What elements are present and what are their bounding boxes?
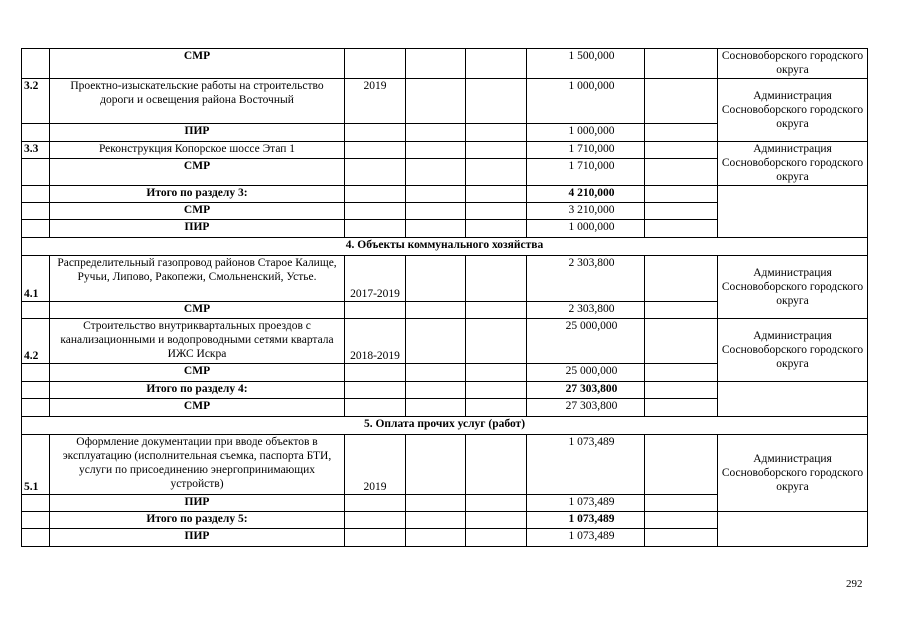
- row-name: Реконструкция Копорское шоссе Этап 1: [50, 142, 345, 159]
- row-amount: 1 073,489: [527, 512, 645, 529]
- row-organization: Администрация Сосновоборского городского округа: [718, 435, 868, 512]
- row-amount: 1 000,000: [527, 79, 645, 124]
- row-organization: Администрация Сосновоборского городского округа: [718, 256, 868, 319]
- table-row: [22, 512, 868, 529]
- row-name: СМР: [50, 203, 345, 220]
- row-name: Итого по разделу 5:: [50, 512, 345, 529]
- row-amount: 2 303,800: [527, 302, 645, 319]
- section-title: 4. Объекты коммунального хозяйства: [22, 238, 868, 256]
- row-organization: Администрация Сосновоборского городского округа: [718, 79, 868, 142]
- row-number: 5.1: [22, 435, 50, 495]
- row-amount: 25 000,000: [527, 319, 645, 364]
- row-number: 3.2: [22, 79, 50, 124]
- row-amount: 2 303,800: [527, 256, 645, 302]
- table-row: [22, 256, 868, 302]
- row-name: Оформление документации при вводе объектов в эксплуатацию (исполнительная съемка, паспорта БТИ, услуги по присоединению энергопринимающих устройств): [50, 435, 345, 495]
- row-organization: Администрация Сосновоборского городского округа: [718, 319, 868, 382]
- page-number: 292: [846, 578, 863, 590]
- budget-table: [21, 48, 868, 547]
- section-header: [22, 417, 868, 435]
- table-row: [22, 49, 868, 79]
- row-name: ПИР: [50, 124, 345, 142]
- table-row: [22, 142, 868, 159]
- row-name: ПИР: [50, 529, 345, 547]
- row-amount: 1 073,489: [527, 435, 645, 495]
- row-number: 4.2: [22, 319, 50, 364]
- row-amount: 1 073,489: [527, 495, 645, 512]
- row-name: СМР: [50, 399, 345, 417]
- row-amount: 4 210,000: [527, 186, 645, 203]
- row-year: 2019: [345, 435, 406, 495]
- table-row: [22, 79, 868, 124]
- row-name: ПИР: [50, 220, 345, 238]
- row-number: 3.3: [22, 142, 50, 159]
- row-amount: 1 500,000: [527, 49, 645, 79]
- row-year: 2019: [345, 79, 406, 124]
- row-name: СМР: [50, 49, 345, 79]
- row-amount: 3 210,000: [527, 203, 645, 220]
- row-name: СМР: [50, 302, 345, 319]
- row-number: 4.1: [22, 256, 50, 302]
- row-amount: 27 303,800: [527, 399, 645, 417]
- row-name: Итого по разделу 4:: [50, 382, 345, 399]
- row-amount: 1 000,000: [527, 220, 645, 238]
- row-name: Итого по разделу 3:: [50, 186, 345, 203]
- row-name: СМР: [50, 159, 345, 186]
- table-row: [22, 382, 868, 399]
- row-organization: Администрация Сосновоборского городского округа: [718, 142, 868, 186]
- section-header: [22, 238, 868, 256]
- table-row: [22, 319, 868, 364]
- row-name: Строительство внутриквартальных проездов с канализационными и водопроводными сетями квартала ИЖС Искра: [50, 319, 345, 364]
- row-amount: 25 000,000: [527, 364, 645, 382]
- row-organization: Сосновоборского городского округа: [718, 49, 868, 79]
- row-amount: 1 710,000: [527, 142, 645, 159]
- table-row: [22, 435, 868, 495]
- row-year: 2017-2019: [345, 256, 406, 302]
- row-amount: 27 303,800: [527, 382, 645, 399]
- row-amount: 1 000,000: [527, 124, 645, 142]
- row-name: Проектно-изыскательские работы на строительство дороги и освещения района Восточный: [50, 79, 345, 124]
- row-name: Распределительный газопровод районов Старое Калище, Ручьи, Липово, Ракопежи, Смольненский, Устье.: [50, 256, 345, 302]
- row-amount: 1 710,000: [527, 159, 645, 186]
- row-name: ПИР: [50, 495, 345, 512]
- row-year: 2018-2019: [345, 319, 406, 364]
- row-amount: 1 073,489: [527, 529, 645, 547]
- table-row: [22, 186, 868, 203]
- row-name: СМР: [50, 364, 345, 382]
- section-title: 5. Оплата прочих услуг (работ): [22, 417, 868, 435]
